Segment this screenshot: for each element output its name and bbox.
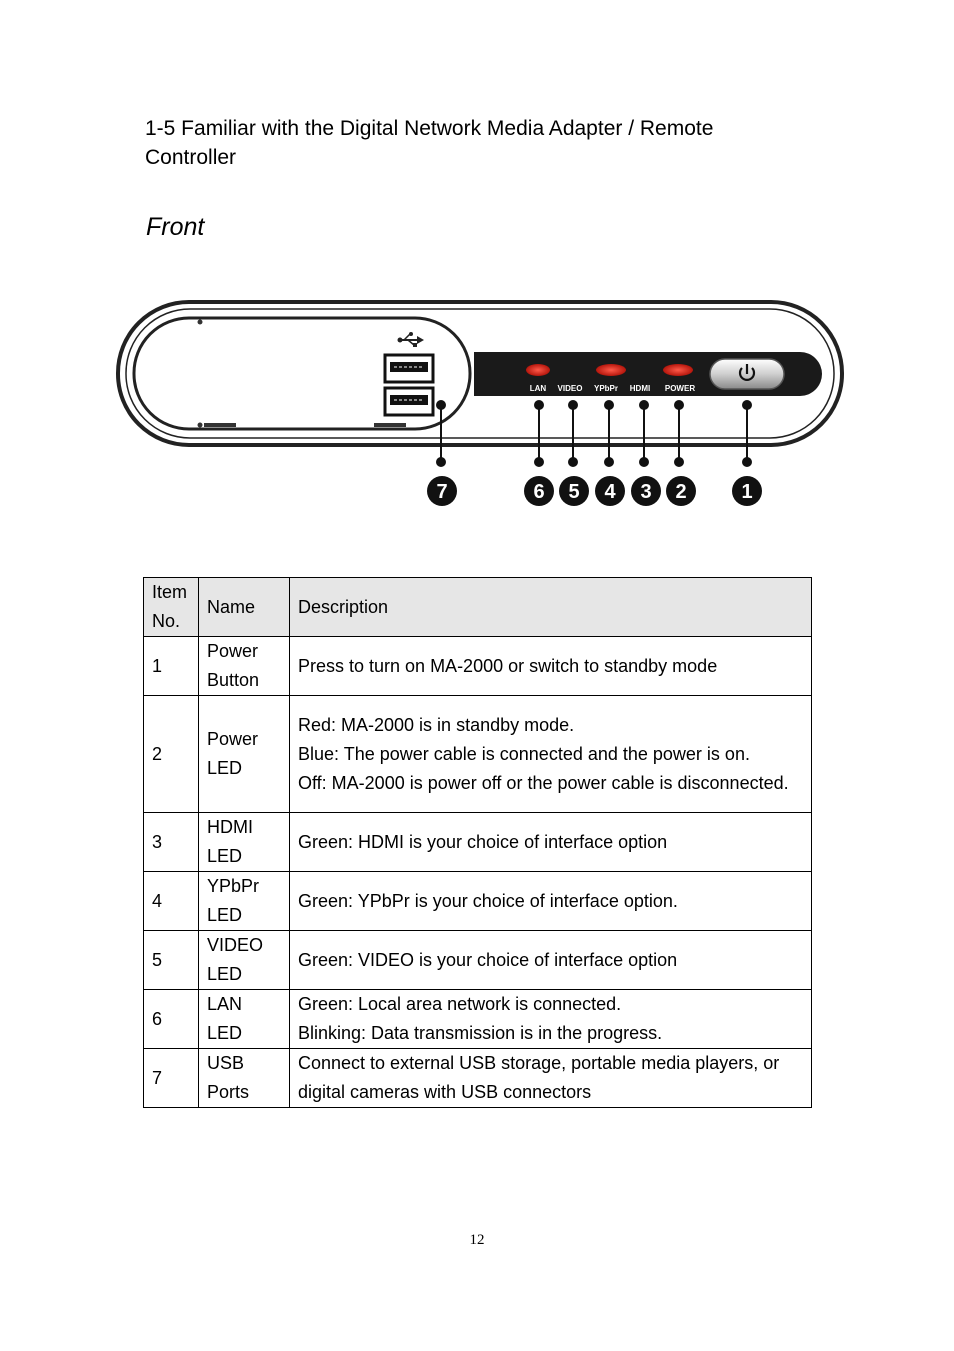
cell-name: USB Ports — [199, 1049, 290, 1108]
svg-text:4: 4 — [604, 481, 616, 503]
cell-item: 7 — [144, 1049, 199, 1108]
table-header-row — [144, 578, 812, 637]
svg-text:2: 2 — [675, 481, 687, 503]
callout-6 — [524, 476, 554, 506]
cell-name: HDMI LED — [199, 813, 290, 872]
led-label-ypbpr: YPbPr — [593, 384, 619, 393]
page-number: 12 — [469, 1232, 485, 1248]
led-video — [558, 384, 583, 393]
cell-name: Power LED — [199, 696, 290, 813]
svg-text:5: 5 — [568, 481, 580, 503]
led-label-lan: LAN — [529, 384, 547, 393]
callout-5 — [559, 476, 589, 506]
header-description: Description — [290, 578, 812, 637]
table-row — [144, 872, 812, 931]
table-row — [144, 931, 812, 990]
header-item-no: Item No. — [144, 578, 199, 637]
header-name: Name — [199, 578, 290, 637]
cell-description: Green: HDMI is your choice of interface option — [290, 813, 812, 872]
cell-description: Connect to external USB storage, portable media players, or digital cameras with USB connectors — [290, 1049, 812, 1108]
svg-text:6: 6 — [533, 481, 545, 503]
cell-item: 4 — [144, 872, 199, 931]
callout-3 — [631, 476, 661, 506]
svg-text:3: 3 — [640, 481, 652, 503]
cell-item: 3 — [144, 813, 199, 872]
cell-description: Green: Local area network is connected. Blinking: Data transmission is in the progress. — [290, 990, 812, 1049]
table-row — [144, 637, 812, 696]
cell-item: 1 — [144, 637, 199, 696]
cell-name: Power Button — [199, 637, 290, 696]
callout-7 — [427, 476, 457, 506]
callout-1 — [732, 476, 762, 506]
cell-name: VIDEO LED — [199, 931, 290, 990]
table-row — [144, 813, 812, 872]
cell-description: Red: MA-2000 is in standby mode. Blue: The power cable is connected and the power is on. Off: MA-2000 is power off or the power cable is disconnected. — [290, 696, 812, 813]
led-label-power: POWER — [664, 384, 696, 393]
section-title: 1-5 Familiar with the Digital Network Media Adapter / Remote Controller — [145, 117, 714, 169]
led-label-video: VIDEO — [557, 384, 583, 393]
cell-name: YPbPr LED — [199, 872, 290, 931]
cell-description: Green: YPbPr is your choice of interface option. — [290, 872, 812, 931]
cell-item: 6 — [144, 990, 199, 1049]
led-hdmi — [630, 384, 650, 393]
svg-text:1: 1 — [741, 481, 753, 503]
subsection-title: Front — [146, 213, 205, 241]
table-row — [144, 1049, 812, 1108]
cell-description: Green: VIDEO is your choice of interface option — [290, 931, 812, 990]
front-panel-table — [143, 577, 812, 1108]
cell-name: LAN LED — [199, 990, 290, 1049]
table-row — [144, 990, 812, 1049]
cell-item: 2 — [144, 696, 199, 813]
callout-2 — [666, 476, 696, 506]
led-label-hdmi: HDMI — [629, 384, 651, 393]
cell-description: Press to turn on MA-2000 or switch to standby mode — [290, 637, 812, 696]
device-front-figure — [112, 292, 852, 524]
table-row — [144, 696, 812, 813]
cell-item: 5 — [144, 931, 199, 990]
power-button — [710, 359, 784, 389]
svg-text:7: 7 — [436, 481, 448, 503]
callout-4 — [595, 476, 625, 506]
